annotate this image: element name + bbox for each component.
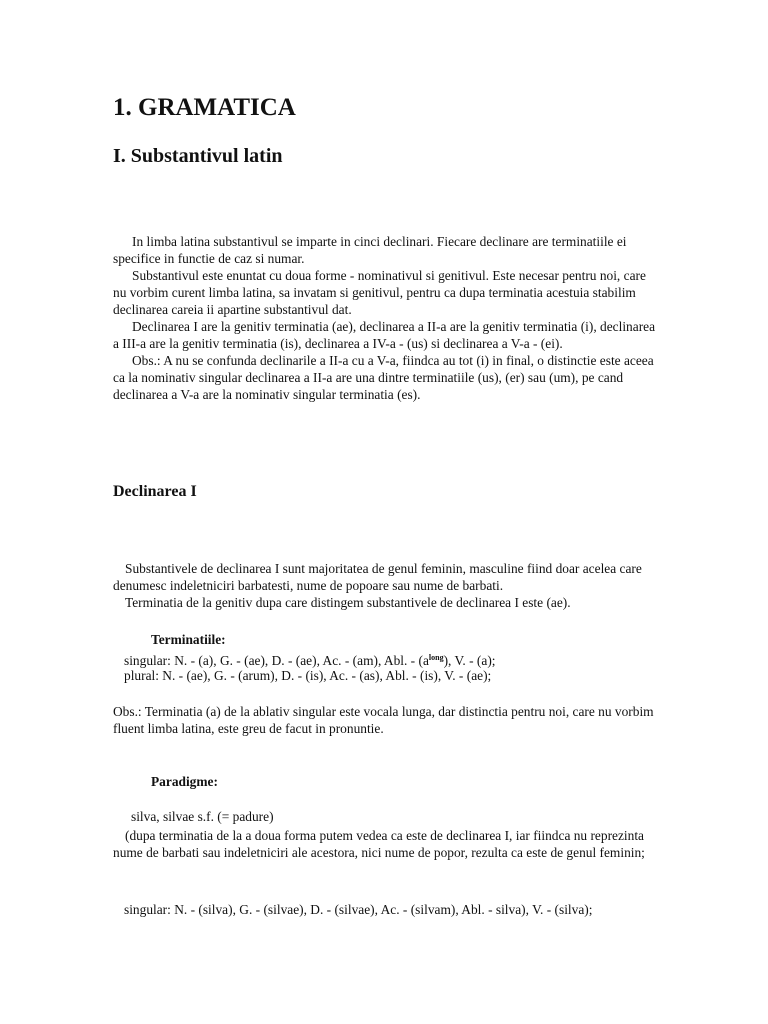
section-paragraph: Substantivele de declinarea I sunt majoritatea de genul feminin, masculine fiind doar acelea care denumesc indeletniciri barbatesti, nume de popoare sau nume de barbati. xyxy=(113,561,642,593)
obs-paragraph: Obs.: Terminatia (a) de la ablativ singular este vocala lunga, dar distinctia pentru noi, care nu vorbim fluent limba latina, este greu de facut in pronuntie. xyxy=(113,704,654,736)
intro-paragraph: In limba latina substantivul se imparte in cinci declinari. Fiecare declinare are terminatiile ei specifice in functie de caz si numar. xyxy=(113,234,627,266)
long-vowel-mark: long xyxy=(428,653,444,662)
intro-text xyxy=(113,233,658,403)
section-heading: Declinarea I xyxy=(113,483,197,500)
section-paragraph: Terminatia de la genitiv dupa care distingem substantivele de declinarea I este (ae). xyxy=(125,595,571,610)
intro-paragraph: Obs.: A nu se confunda declinarile a II-a cu a V-a, fiindca au tot (i) in final, o distinctie este aceea ca la nominativ singular declinarea a II-a are una dintre terminatiile (us), (er) sau (um), pe cand declinarea a V-a are la nominativ singular terminatia (es). xyxy=(113,353,654,402)
example-note xyxy=(113,827,658,861)
example-note-paragraph: (dupa terminatia de la a doua forma putem vedea ca este de declinarea I, iar fiindca nu reprezinta nume de barbati sau indeletniciri ale acestora, nici nume de popor, rezulta ca este de genul feminin; xyxy=(113,828,645,860)
intro-paragraph: Declinarea I are la genitiv terminatia (ae), declinarea a II-a are la genitiv terminatia (i), declinarea a III-a are la genitiv terminatia (is), declinarea a IV-a - (us) si declinarea a V-a - (ei). xyxy=(113,319,656,351)
plural-endings: plural: N. - (ae), G. - (arum), D. - (is), Ac. - (as), Abl. - (is), V. - (ae); xyxy=(124,668,492,683)
singular-endings-text: singular: N. - (a), G. - (ae), D. - (ae), Ac. - (am), Abl. - (a xyxy=(124,653,429,668)
singular-endings xyxy=(124,649,496,669)
example-singular: singular: N. - (silva), G. - (silvae), D. - (silvae), Ac. - (silvam), Abl. - silva), V. - (silva); xyxy=(124,902,593,917)
intro-paragraph: Substantivul este enuntat cu doua forme - nominativul si genitivul. Este necesar pentru noi, care nu vorbim curent limba latina, sa invatam si genitivul, pentru ca dupa terminatia acestuia stabilim declinarea careia ii apartine substantivul dat. xyxy=(113,268,646,317)
terminatii-heading: Terminatiile: xyxy=(151,632,226,647)
page-title: 1. GRAMATICA xyxy=(113,94,296,121)
paradigme-heading: Paradigme: xyxy=(151,774,218,789)
example-word: silva, silvae s.f. (= padure) xyxy=(131,809,274,824)
section-text xyxy=(113,560,658,611)
obs-note xyxy=(113,703,658,737)
chapter-subtitle: I. Substantivul latin xyxy=(113,145,283,167)
singular-endings-tail: ), V. - (a); xyxy=(443,653,496,668)
